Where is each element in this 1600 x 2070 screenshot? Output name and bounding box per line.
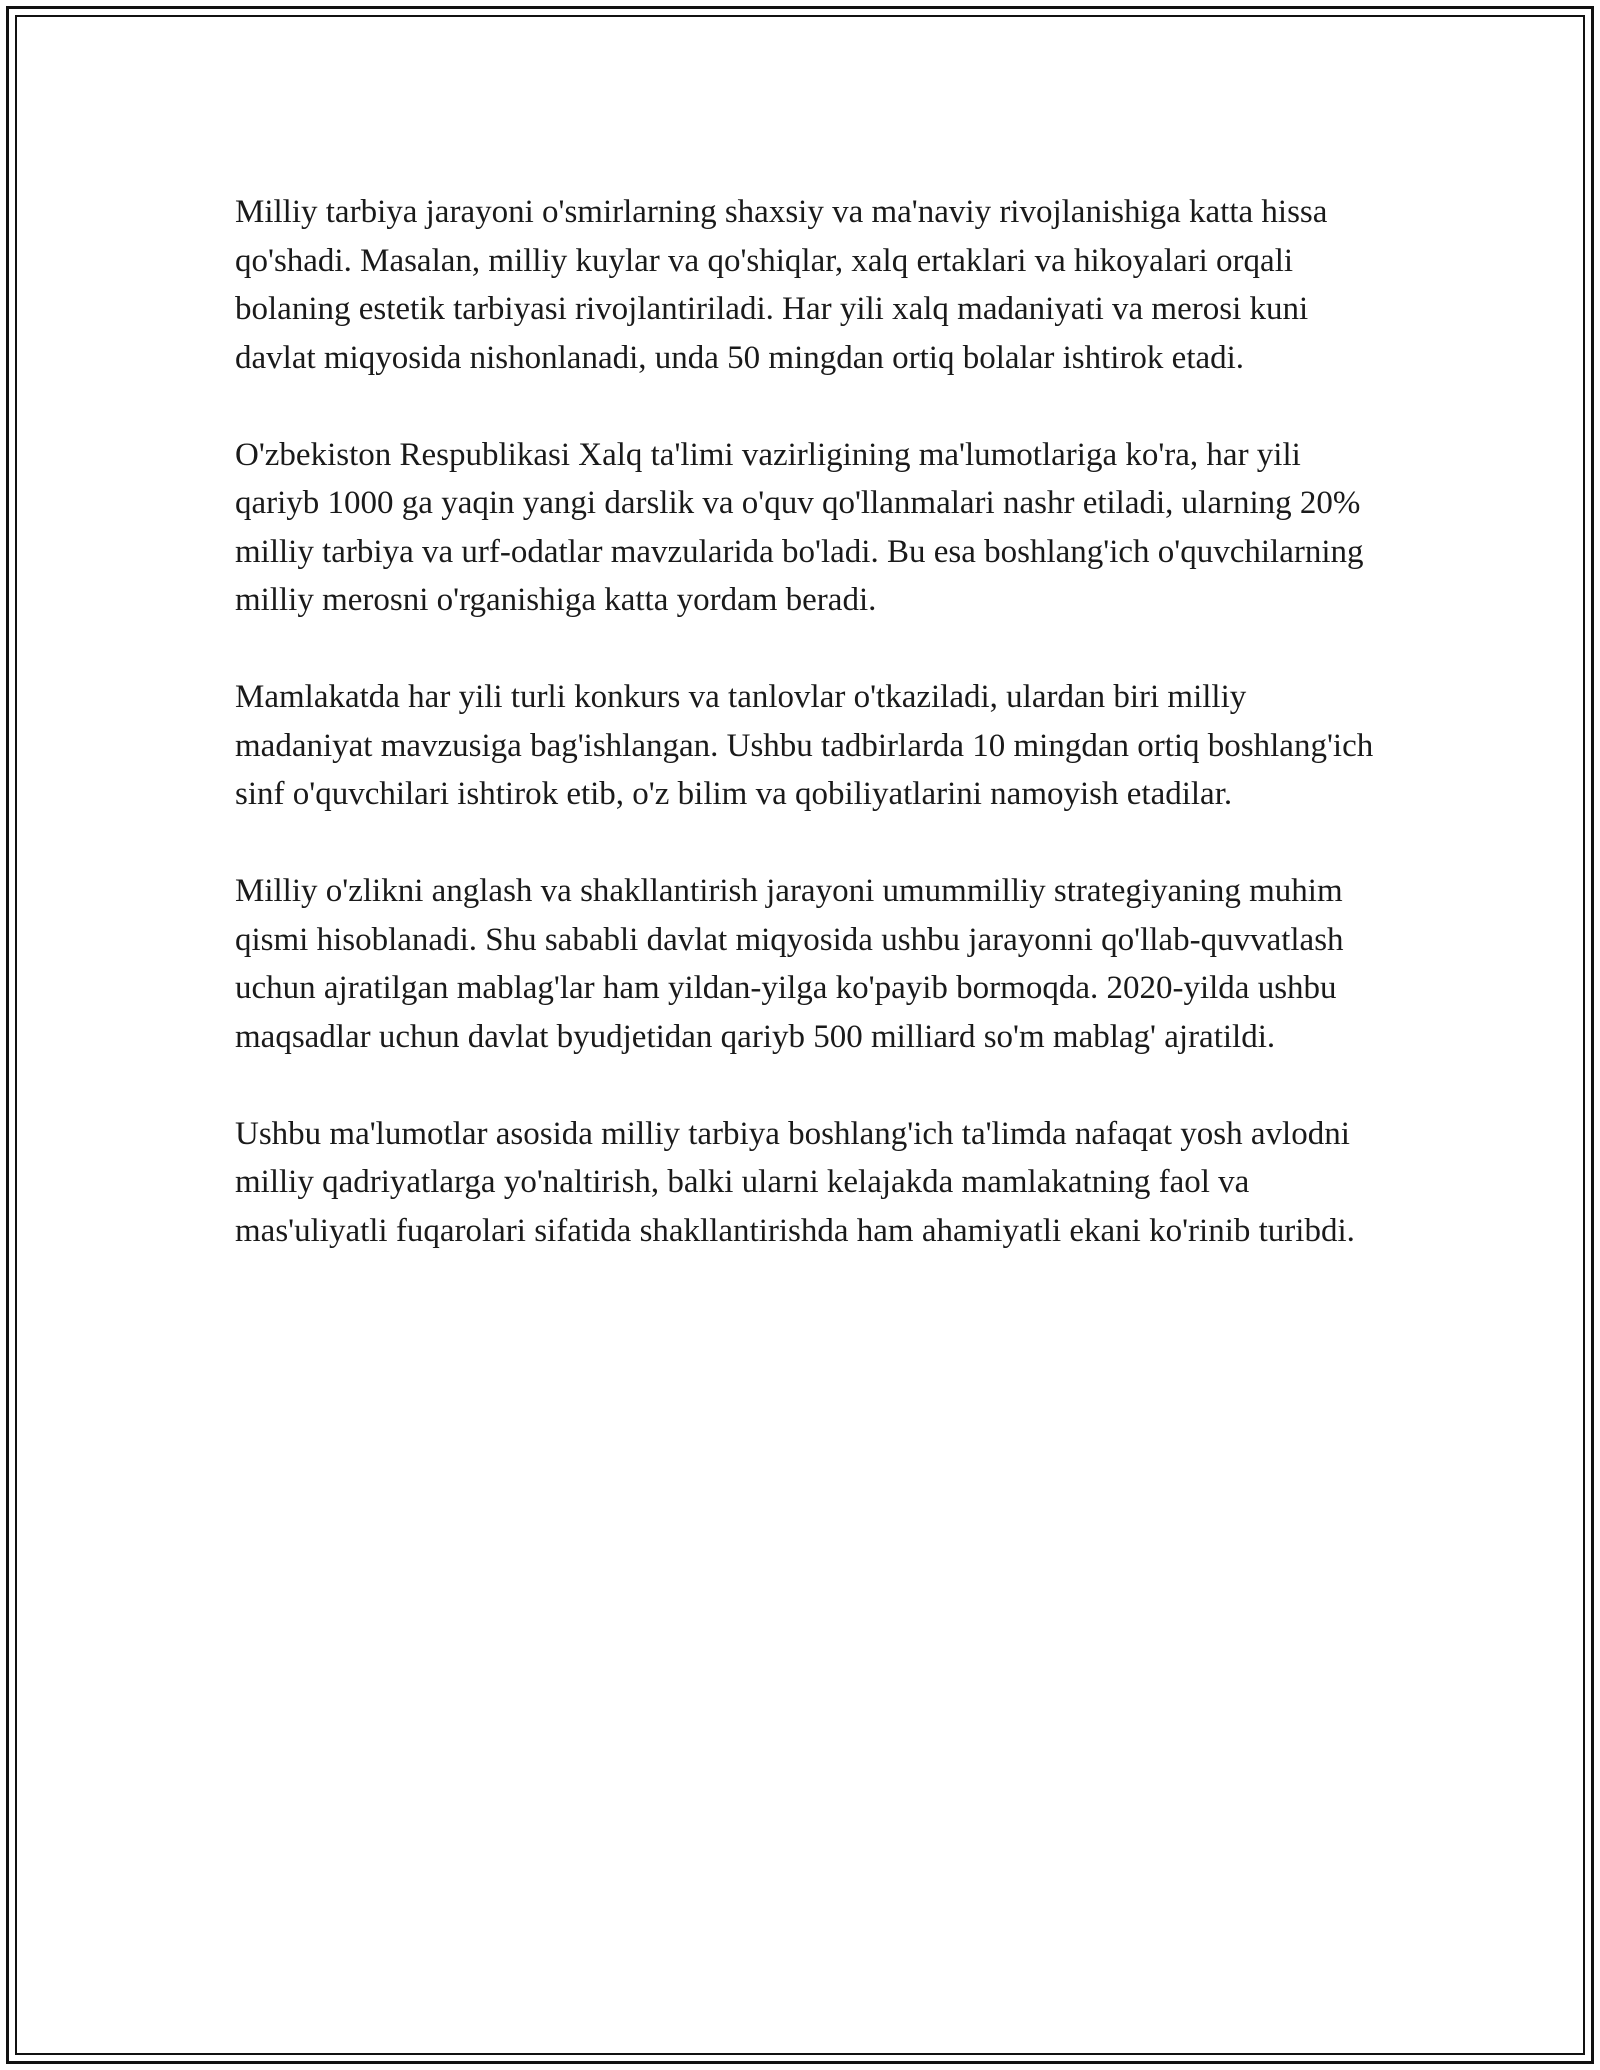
paragraph-2: O'zbekiston Respublikasi Xalq ta'limi vazirligining ma'lumotlariga ko'ra, har yili qariyb 1000 ga yaqin yangi darslik va o'quv qo'llanmalari nashr etiladi, ularning 20% milliy tarbiya va urf-odatlar mavzularida bo'ladi. Bu esa boshlang'ich o'quvchilarning milliy merosni o'rganishiga katta yordam beradi. bbox=[235, 436, 1364, 618]
document-body bbox=[235, 188, 1385, 1255]
paragraph-1: Milliy tarbiya jarayoni o'smirlarning shaxsiy va ma'naviy rivojlanishiga katta hissa qo'shadi. Masalan, milliy kuylar va qo'shiqlar, xalq ertaklari va hikoyalari orqali bolaning estetik tarbiyasi rivojlantiriladi. Har yili xalq madaniyati va merosi kuni davlat miqyosida nishonlanadi, unda 50 mingdan ortiq bolalar ishtirok etadi. bbox=[235, 194, 1328, 376]
paragraph-5: Ushbu ma'lumotlar asosida milliy tarbiya boshlang'ich ta'limda nafaqat yosh avlodni milliy qadriyatlarga yo'naltirish, balki ularni kelajakda mamlakatning faol va mas'uliyatli fuqarolari sifatida shakllantirishda ham ahamiyatli ekani ko'rinib turibdi. bbox=[235, 1115, 1355, 1249]
paragraph-4: Milliy o'zlikni anglash va shakllantirish jarayoni umummilliy strategiyaning muhim qismi hisoblanadi. Shu sababli davlat miqyosida ushbu jarayonni qo'llab-quvvatlash uchun ajratilgan mablag'lar ham yildan-yilga ko'payib bormoqda. 2020-yilda ushbu maqsadlar uchun davlat byudjetidan qariyb 500 milliard so'm mablag' ajratildi. bbox=[235, 873, 1344, 1055]
paragraph-3: Mamlakatda har yili turli konkurs va tanlovlar o'tkaziladi, ulardan biri milliy madaniyat mavzusiga bag'ishlangan. Ushbu tadbirlarda 10 mingdan ortiq boshlang'ich sinf o'quvchilari ishtirok etib, o'z bilim va qobiliyatlarini namoyish etadilar. bbox=[235, 679, 1374, 812]
